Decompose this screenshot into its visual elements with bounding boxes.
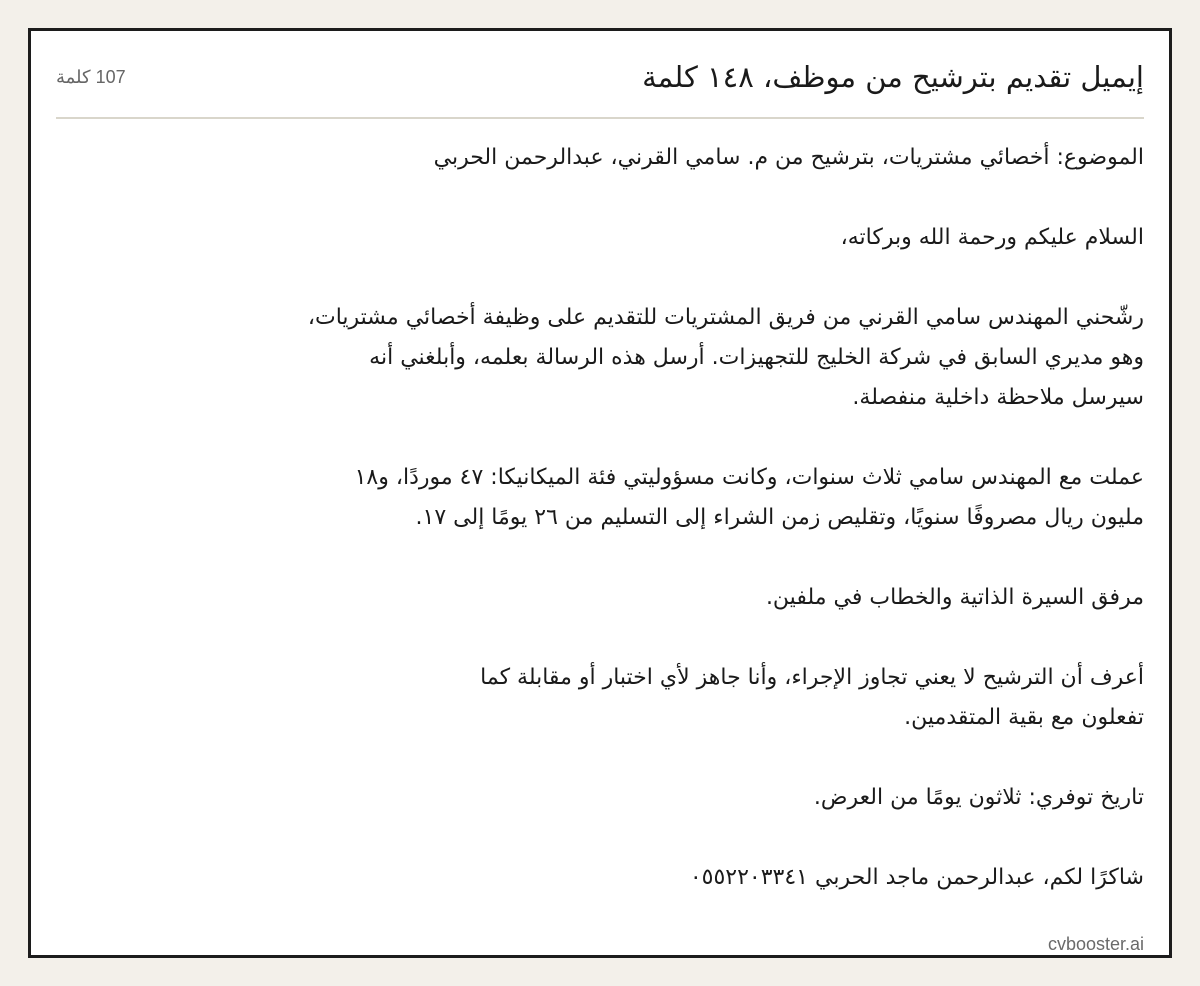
email-body: [184, 138, 1144, 898]
email-greeting: السلام عليكم ورحمة الله وبركاته،: [840, 225, 1144, 250]
email-attachment-note: مرفق السيرة الذاتية والخطاب في ملفين.: [765, 585, 1144, 610]
paragraph-line: تفعلون مع بقية المتقدمين.: [904, 705, 1144, 730]
paragraph-line: أعرف أن الترشيح لا يعني تجاوز الإجراء، وأنا جاهز لأي اختبار أو مقابلة كما: [480, 665, 1144, 690]
email-paragraph-experience: [184, 458, 1144, 538]
page-title: إيميل تقديم بترشيح من موظف، ١٤٨ كلمة: [642, 60, 1144, 94]
paragraph-line: عملت مع المهندس سامي ثلاث سنوات، وكانت مسؤوليتي فئة الميكانيكا: ٤٧ موردًا، و١٨: [354, 465, 1144, 490]
email-subject: الموضوع: أخصائي مشتريات، بترشيح من م. سامي القرني، عبدالرحمن الحربي: [433, 145, 1144, 170]
word-count-label: 107 كلمة: [56, 67, 126, 87]
email-availability: تاريخ توفري: ثلاثون يومًا من العرض.: [813, 785, 1144, 810]
paragraph-line: وهو مديري السابق في شركة الخليج للتجهيزات. أرسل هذه الرسالة بعلمه، وأبلغني أنه: [369, 345, 1144, 370]
paragraph-line: رشّحني المهندس سامي القرني من فريق المشتريات للتقديم على وظيفة أخصائي مشتريات،: [307, 305, 1144, 330]
email-paragraph-process: [184, 658, 1144, 738]
paragraph-line: سيرسل ملاحظة داخلية منفصلة.: [852, 385, 1144, 410]
email-paragraph-referral: [184, 298, 1144, 418]
paragraph-line: مليون ريال مصروفًا سنويًا، وتقليص زمن الشراء إلى التسليم من ٢٦ يومًا إلى ١٧.: [415, 505, 1144, 530]
card-header: [56, 57, 1144, 119]
email-signoff: شاكرًا لكم، عبدالرحمن ماجد الحربي ٠٥٥٢٢٠٣٣٤١: [689, 865, 1144, 890]
email-card: [28, 28, 1172, 958]
brand-watermark: cvbooster.ai: [1047, 934, 1144, 954]
